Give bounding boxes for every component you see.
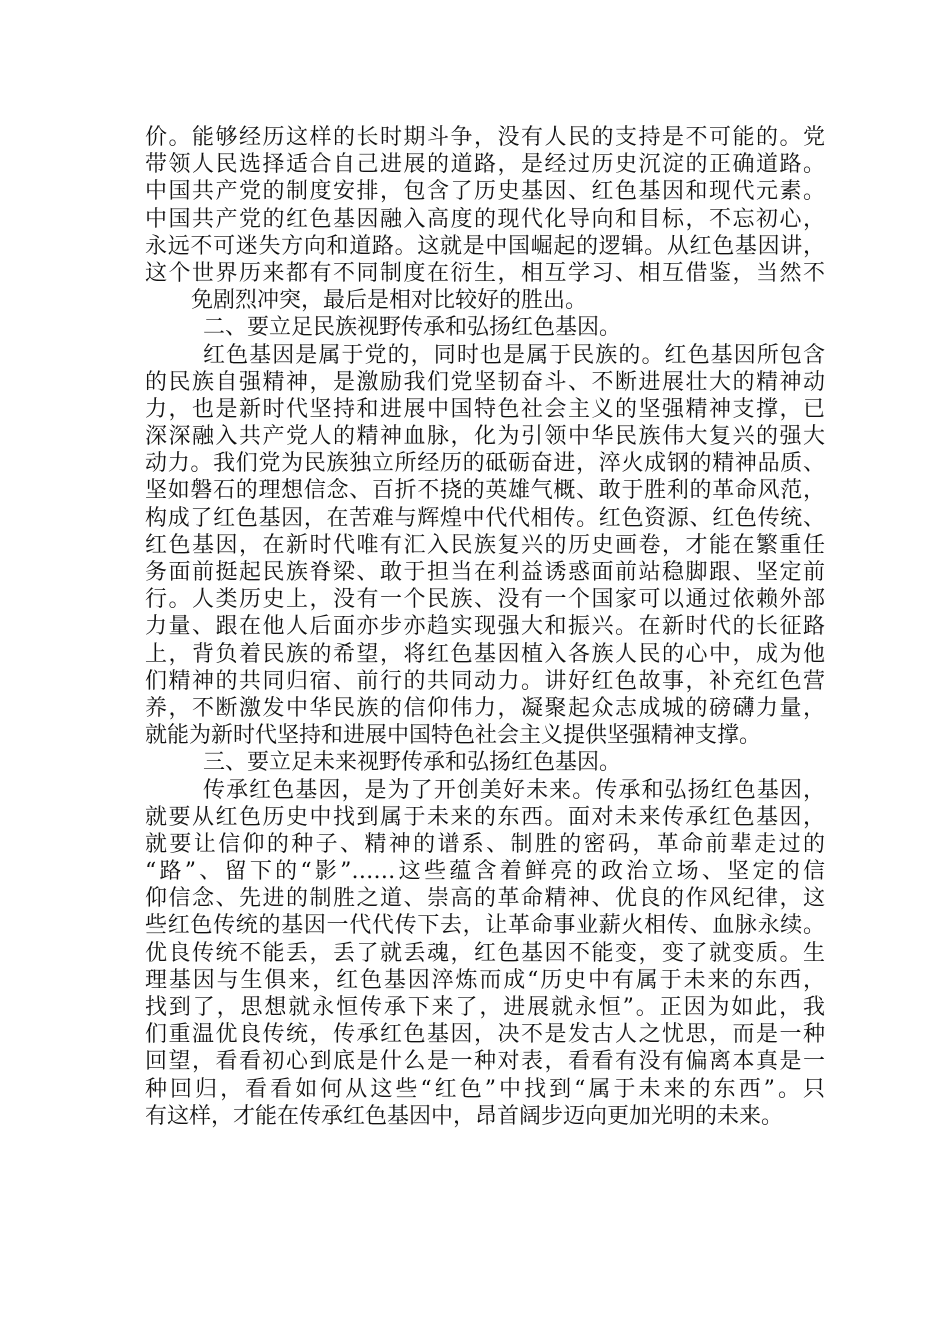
paragraph-line: 带领人民选择适合自己进展的道路，是经过历史沉淀的正确道路。 [145,152,825,178]
paragraph-line: 们重温优良传统，传承红色基因，决不是发古人之忧思，而是一种 [145,1022,825,1048]
paragraph-line: 优良传统不能丢，丢了就丢魂，红色基因不能变，变了就变质。生 [145,940,825,966]
paragraph-line: 构成了红色基因，在苦难与辉煌中代代相传。红色资源、红色传统、 [145,505,825,531]
paragraph-line: 红色基因，在新时代唯有汇入民族复兴的历史画卷，才能在繁重任 [145,532,825,558]
paragraph-line: 永远不可迷失方向和道路。这就是中国崛起的逻辑。从红色基因讲， [145,233,825,259]
paragraph-line: 深深融入共产党人的精神血脉，化为引领中华民族伟大复兴的强大 [145,424,825,450]
paragraph-line: 价。能够经历这样的长时期斗争，没有人民的支持是不可能的。党 [145,125,825,150]
paragraph-line: 传承红色基因，是为了开创美好未来。传承和弘扬红色基因， [203,777,825,803]
paragraph-line: 这个世界历来都有不同制度在衍生，相互学习、相互借鉴，当然不 [145,260,825,286]
section-heading: 二、要立足民族视野传承和弘扬红色基因。 [203,315,622,341]
paragraph-line: 动力。我们党为民族独立所经历的砥砺奋进，淬火成钢的精神品质、 [145,451,825,477]
paragraph-line: 有这样，才能在传承红色基因中，昂首阔步迈向更加光明的未来。 [145,1103,784,1129]
paragraph-line: 些红色传统的基因一代代传下去，让革命事业薪火相传、血脉永续。 [145,913,825,939]
paragraph-line: 仰信念、先进的制胜之道、崇高的革命精神、优良的作风纪律，这 [145,886,825,912]
paragraph-line: 免剧烈冲突，最后是相对比较好的胜出。 [191,288,588,314]
paragraph-line: 找到了，思想就永恒传承下来了，进展就永恒”。正因为如此，我 [145,995,825,1020]
paragraph-line: 就要从红色历史中找到属于未来的东西。面对未来传承红色基因， [145,804,825,830]
document-body [145,124,825,1130]
paragraph-line: 就能为新时代坚持和进展中国特色社会主义提供坚强精神支撑。 [145,723,762,749]
paragraph-line: 行。人类历史上，没有一个民族、没有一个国家可以通过依赖外部 [145,587,825,613]
paragraph-line: 回望，看看初心到底是什么是一种对表，看看有没有偏离本真是一 [145,1049,825,1075]
paragraph-line: 的民族自强精神，是激励我们党坚韧奋斗、不断进展壮大的精神动 [145,369,825,395]
paragraph-line: 力，也是新时代坚持和进展中国特色社会主义的坚强精神支撑，已 [145,396,825,422]
paragraph-line: 中国共产党的制度安排，包含了历史基因、红色基因和现代元素。 [145,179,825,205]
paragraph-line: “路”、留下的“影”……这些蕴含着鲜亮的政治立场、坚定的信 [145,859,825,885]
paragraph-line: 上，背负着民族的希望，将红色基因植入各族人民的心中，成为他 [145,641,825,667]
paragraph-line: 们精神的共同归宿、前行的共同动力。讲好红色故事，补充红色营 [145,668,825,694]
paragraph-line: 就要让信仰的种子、精神的谱系、制胜的密码，革命前辈走过的 [145,831,825,857]
section-heading: 三、要立足未来视野传承和弘扬红色基因。 [203,750,622,776]
paragraph-line: 务面前挺起民族脊梁、敢于担当在利益诱惑面前站稳脚跟、坚定前 [145,560,825,585]
paragraph-line: 养，不断激发中华民族的信仰伟力，凝聚起众志成城的磅礴力量， [145,695,825,721]
paragraph-line: 力量、跟在他人后面亦步亦趋实现强大和振兴。在新时代的长征路 [145,614,825,640]
paragraph-line: 坚如磐石的理想信念、百折不挠的英雄气概、敢于胜利的革命风范， [145,478,825,504]
paragraph-line: 红色基因是属于党的，同时也是属于民族的。红色基因所包含 [203,342,825,368]
paragraph-line: 种回归，看看如何从这些“红色”中找到“属于未来的东西”。只 [145,1076,825,1102]
paragraph-line: 理基因与生俱来，红色基因淬炼而成“历史中有属于未来的东西， [145,967,825,993]
paragraph-line: 中国共产党的红色基因融入高度的现代化导向和目标，不忘初心， [145,206,825,232]
